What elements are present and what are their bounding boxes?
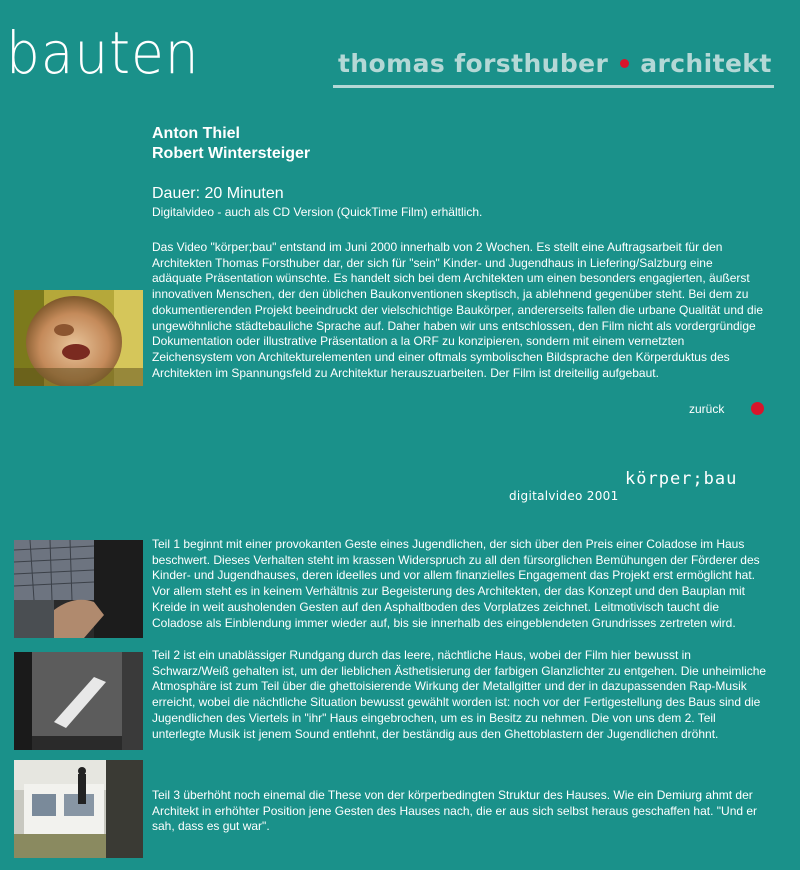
- back-link[interactable]: zurück: [689, 402, 725, 416]
- format-note: Digitalvideo - auch als CD Version (QuickTime Film) erhältlich.: [152, 205, 483, 219]
- intro-text: Das Video "körper;bau" entstand im Juni 2000 innerhalb von 2 Wochen. Es stellt eine Auftragsarbeit für den Architekten Thomas Forsthuber dar, der sich für "sein" Kinder- und Jugendhaus in Liefering/Salzburg eine adäquate Präsentation wünschte. Es handelt sich bei dem Architekten um einen besonders engagierten, äußerst innovativen Menschen, der den üblichen Baukonventionen skeptisch, ja ablehnend gegenüber steht. Bei dem zu dokumentierenden Projekt beeindruckt der vielschichtige Baukörper, andererseits fallen die urbane Qualität und die ungewöhnliche städtebauliche Sprache auf. Daher haben wir uns entschlossen, den Film nicht als vordergründige Dokumentation oder illustrative Präsentation a la ORF zu konzipieren, sondern mit einem vernetzten Zeichensystem von Architekturelementen und einer oftmals symbolischen Bildsprache den Körperduktus des Architekten im Spannungsfeld zu Architektur herauszuarbeiten. Der Film ist dreiteilig aufgebaut.: [152, 240, 764, 380]
- video-title: körper;bau: [625, 469, 738, 489]
- brand-suffix: architekt: [640, 49, 772, 78]
- brand-underline: [333, 85, 774, 88]
- authors: [152, 124, 310, 164]
- video-subtitle: digitalvideo 2001: [509, 489, 619, 503]
- part1-thumbnail: [14, 540, 143, 638]
- back-dot-icon[interactable]: [751, 402, 764, 415]
- part-1-text: Teil 1 beginnt mit einer provokanten Geste eines Jugendlichen, der sich über den Preis einer Coladose im Haus beschwert. Dieses Verhalten steht im krassen Widerspruch zu all den fürsorglichen Bemühungen der Förderer des Kinder- und Jugendhauses, deren ideelles und vor allem finanzielles Engagement das Projekt erst ermöglicht hat. Vor allem steht es in keinem Verhältnis zur Begeisterung des Architekten, der das Konzept und den Bauplan mit Kreide in weit ausholenden Gesten auf den Asphaltboden des Vorplatzes zeichnet. Leitmotivisch taucht die Coladose als Einblendung immer wieder auf, bis sie innerhalb des eingeblendeten Grundrisses zertreten wird.: [152, 537, 760, 630]
- part-2-text: Teil 2 ist ein unablässiger Rundgang durch das leere, nächtliche Haus, wobei der Film hier bewusst in Schwarz/Weiß gehalten ist, um der lieblichen Ästhetisierung der farbigen Glanzlichter zu entgehen. Die unheimliche Atmosphäre ist zum Teil über die ghettoisierende Wirkung der Metallgitter und der in dazupassenden Rap-Musik erreicht, wobei die nächtliche Situation bewusst gewählt worden ist: noch vor der Fertigestellung des Baus sind die Jugendlichen des Viertels in "ihr" Haus eingebrochen, um es in Besitz zu nehmen. Die von uns dem 2. Teil unterlegte Musik ist jenem Sound entlehnt, der beständig aus den Ghettoblastern der Jugendlichen dröhnt.: [152, 648, 767, 741]
- part3-thumbnail: [14, 760, 143, 858]
- brand-separator-dot: [620, 59, 629, 68]
- face-closeup-thumbnail: [14, 290, 143, 386]
- brand-name: thomas forsthuber: [338, 49, 609, 78]
- part2-thumbnail: [14, 652, 143, 750]
- brand-heading: [338, 48, 772, 80]
- duration: Dauer: 20 Minuten: [152, 185, 284, 202]
- site-logo[interactable]: bauten: [6, 19, 200, 87]
- author-name: Robert Wintersteiger: [152, 145, 311, 162]
- part-3-text: Teil 3 überhöht noch einemal die These von der körperbedingten Struktur des Hauses. Wie ein Demiurg ahmt der Architekt in erhöhter Position jene Gesten des Hauses nach, die er aus sich selbst heraus geschaffen hat. "Und er sah, dass es gut war".: [152, 788, 758, 834]
- author-name: Anton Thiel: [152, 125, 240, 142]
